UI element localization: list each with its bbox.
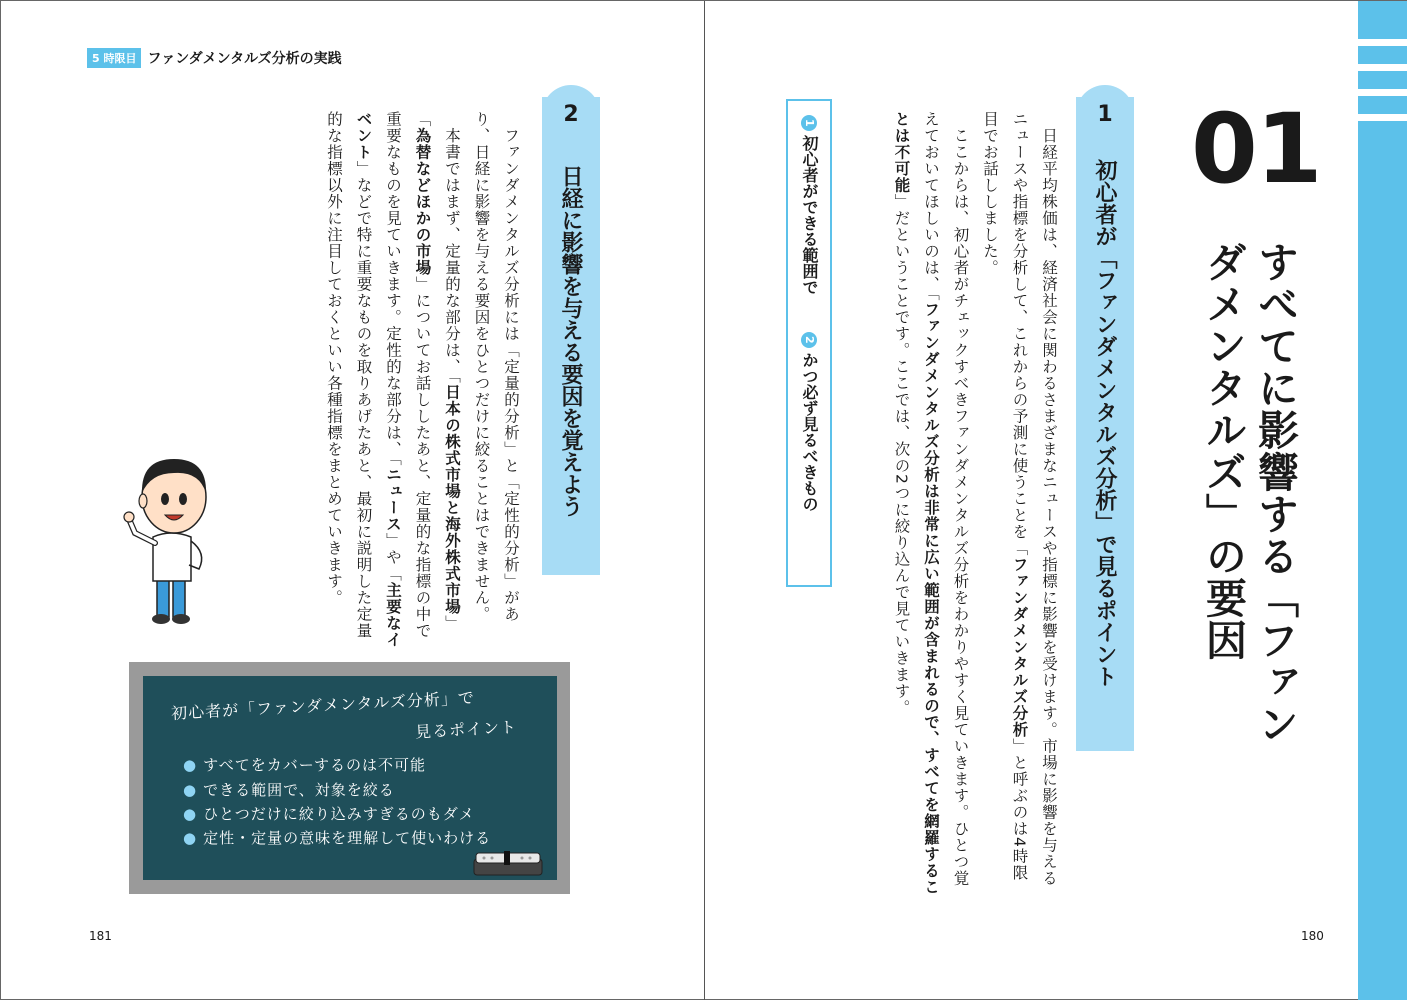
page-gutter — [704, 1, 705, 1000]
number-badge-1: 1 — [801, 115, 817, 131]
chapter-title: すべてに影響する「ファンダメンタルズ」の要因 — [1199, 241, 1299, 745]
section-2-title: 日経に影響を与える要因を覚えよう — [558, 165, 583, 517]
page-number-right: 180 — [1301, 929, 1324, 943]
section-1-title: 初心者が「ファンダメンタルズ分析」で見るポイント — [1092, 159, 1117, 687]
section-1-number: 1 — [1076, 85, 1134, 143]
section-1-paragraph: 日経平均株価は、経済社会に関わるさまざまなニュースや指標に影響を受けます。市場に影響を与えるニュースや指標を分析して、これからの予測に使うことを「ファンダメンタルズ分析」と呼ぶのは4時限目でお話ししました。 — [981, 111, 1058, 887]
section-2-number: 2 — [542, 85, 600, 143]
section-2-paragraph: 本書ではまず、定量的な部分は、「日本の株式市場と海外株式市場」「為替などほかの市場」についてお話ししたあと、定量的な指標の中で重要なものを見ていきます。定性的な部分は、「ニュース」や「主要なイベント」などで特に重要なものを取りあげたあと、最初に説明した定量的な指標以外に注目しておくといい各種指標をまとめていきます。 — [325, 111, 461, 648]
section-1-heading — [1076, 97, 1134, 751]
criteria-callout — [786, 99, 832, 587]
chapter-badge: 5 時限目 — [87, 48, 141, 68]
bullet-icon: ● — [183, 805, 198, 823]
chalkboard-item: ● すべてをカバーするのは不可能 — [183, 756, 427, 774]
section-2-body — [263, 111, 525, 651]
section-2-paragraph: ファンダメンタルズ分析には「定量的分析」と「定性的分析」があり、日経に影響を与える要因をひとつだけに絞ることはできません。 — [472, 111, 520, 623]
running-header-title: ファンダメンタルズ分析の実践 — [147, 51, 342, 67]
tab-notch — [1358, 114, 1407, 121]
criteria-item-2: かつ必ず見るべきもの — [800, 352, 819, 513]
chalkboard-title-line-2: 見るポイント — [414, 717, 518, 742]
eraser-icon — [472, 849, 544, 877]
tab-notch — [1358, 64, 1407, 71]
criteria-list — [798, 115, 820, 581]
bullet-icon: ● — [183, 829, 198, 847]
page-number-left: 181 — [89, 929, 112, 943]
chalkboard-item: ● 定性・定量の意味を理解して使いわける — [183, 829, 492, 847]
section-2-heading — [542, 97, 600, 575]
bullet-icon: ● — [183, 781, 198, 799]
chapter-number: 01 — [1191, 93, 1321, 205]
chalkboard-item: ● できる範囲で、対象を絞る — [183, 781, 395, 799]
tab-notch — [1358, 89, 1407, 96]
chalkboard-title-line-1: 初心者が「ファンダメンタルズ分析」で — [170, 688, 476, 723]
number-badge-2: 2 — [801, 332, 817, 348]
criteria-item-1: 初心者ができる範囲で — [800, 135, 819, 295]
section-1-paragraph: ここからは、初心者がチェックすべきファンダメンタルズ分析をわかりやすく見ていきます。ひとつ覚えておいてほしいのは、「ファンダメンタルズ分析は非常に広い範囲が含まれるので、すべてを網羅することは不可能」だということです。ここでは、次の2つに絞り込んで見ていきます。 — [892, 111, 970, 896]
running-header — [87, 48, 342, 68]
section-1-body — [857, 111, 1063, 896]
tab-notch — [1358, 39, 1407, 46]
pointing-teacher-illustration — [119, 449, 219, 627]
bullet-icon: ● — [183, 756, 198, 774]
chapter-index-tab — [1358, 1, 1407, 1000]
chalkboard-item: ● ひとつだけに絞り込みすぎるのもダメ — [183, 805, 475, 823]
